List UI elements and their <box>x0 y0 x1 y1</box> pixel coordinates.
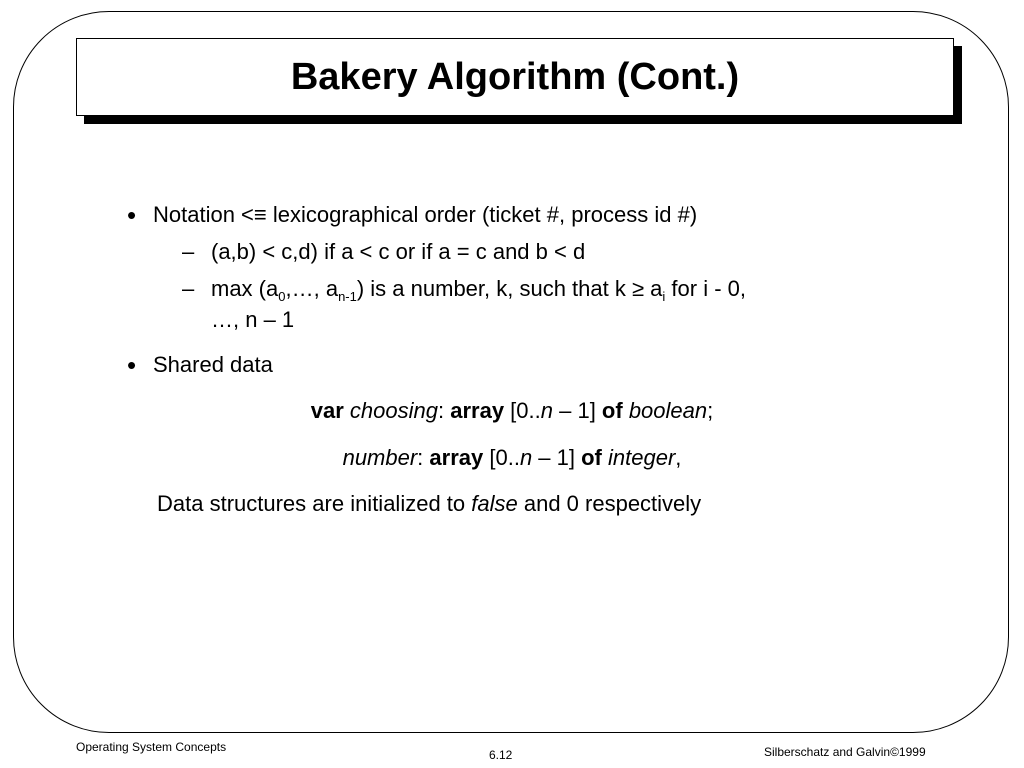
sub-dash: – <box>182 239 195 264</box>
range-start: [0.. <box>504 398 541 423</box>
colon: : <box>417 445 430 470</box>
ge-symbol: ≥ <box>631 276 645 301</box>
range-start: [0.. <box>483 445 520 470</box>
sub-dash: – <box>182 276 195 301</box>
subscript-0: 0 <box>278 289 286 304</box>
keyword-array: array <box>450 398 505 423</box>
authors-text: Silberschatz and Galvin <box>764 745 891 759</box>
var-n: n <box>540 398 553 423</box>
keyword-of: of <box>601 398 623 423</box>
terminator: , <box>675 445 682 470</box>
range-end: – 1] <box>553 398 602 423</box>
var-number: number <box>342 445 418 470</box>
init-text-1: Data structures are initialized to <box>157 491 472 516</box>
footer-page-number <box>489 748 512 762</box>
max-continuation: …, n – 1 <box>211 307 295 332</box>
footer-course <box>76 740 226 754</box>
sub-item-max-continued <box>211 307 294 333</box>
subscript-i: i <box>662 289 666 304</box>
type-integer: integer <box>608 445 676 470</box>
var-choosing: choosing <box>349 398 438 423</box>
subscript-n-1: n-1 <box>338 289 357 304</box>
footer-authors <box>764 745 926 759</box>
keyword-of: of <box>581 445 602 470</box>
page-number: 6.12 <box>489 748 513 762</box>
bullet-marker: • <box>127 200 137 230</box>
init-text-2: and 0 respectively <box>517 491 702 516</box>
terminator: ; <box>707 398 714 423</box>
code-choosing <box>0 398 1024 424</box>
title-box <box>76 38 954 116</box>
init-statement <box>157 491 701 517</box>
max-text-4: a <box>644 276 663 301</box>
sub-item-max <box>211 276 746 302</box>
max-text-5: for i - 0, <box>665 276 746 301</box>
bullet-shared-data <box>153 352 273 378</box>
shared-data-text: Shared data <box>153 352 273 377</box>
ordering-text: (a,b) < c,d) if a < c or if a = c and b < d <box>211 239 586 264</box>
max-text-1: max (a <box>211 276 279 301</box>
range-end: – 1] <box>532 445 582 470</box>
keyword-var: var <box>310 398 344 423</box>
notation-text-a: Notation < <box>153 202 254 227</box>
max-text-3: ) is a number, k, such that k <box>356 276 632 301</box>
var-n: n <box>519 445 533 470</box>
slide-title: Bakery Algorithm (Cont.) <box>290 55 740 98</box>
keyword-array: array <box>429 445 484 470</box>
footer-left-text: Operating System Concepts <box>76 740 227 754</box>
notation-text-b: lexicographical order (ticket #, process id #) <box>266 202 698 227</box>
type-boolean: boolean <box>628 398 708 423</box>
false-word: false <box>471 491 518 516</box>
max-text-2: ,…, a <box>285 276 339 301</box>
equiv-symbol: ≡ <box>253 202 267 227</box>
sub-item-ordering <box>211 239 585 265</box>
bullet-notation <box>153 202 697 228</box>
bullet-marker: • <box>127 350 137 380</box>
code-number <box>0 445 1024 471</box>
copyright-icon: © <box>890 745 899 759</box>
year-text: 1999 <box>898 745 926 759</box>
colon: : <box>437 398 451 423</box>
